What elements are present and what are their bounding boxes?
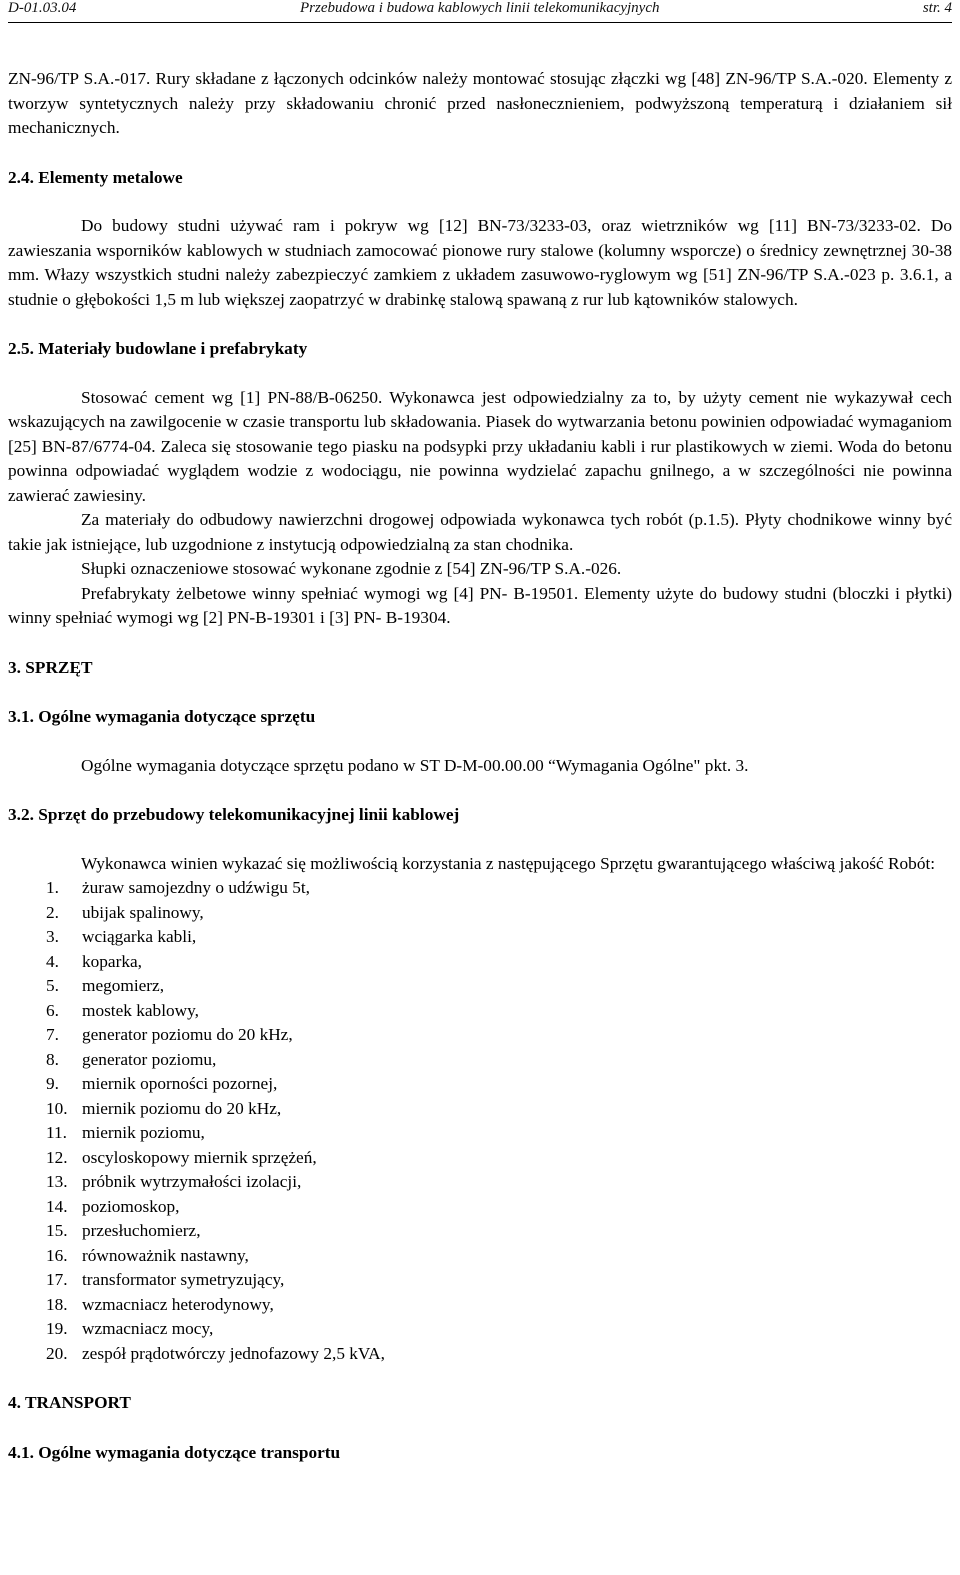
section-2-4-heading: 2.4. Elementy metalowe <box>8 167 183 187</box>
list-item: 4. koparka, <box>46 951 142 971</box>
intro-paragraph: ZN-96/TP S.A.-017. Rury składane z łączonych odcinków należy montować stosując złączki wg [48] ZN-96/TP S.A.-020. Elementy z tworzyw syntetycznych należy przy składowaniu chronić przed nasłonecznieniem, podwyższoną temperaturą i działaniem sił mechanicznych. <box>8 69 952 137</box>
list-item: 15. przesłuchomierz, <box>46 1221 201 1240</box>
section-4-heading: 4. TRANSPORT <box>8 1393 131 1412</box>
page-header <box>8 0 952 23</box>
section-2-5-paragraph-4: Prefabrykaty żelbetowe winny spełniać wymogi wg [4] PN- B-19501. Elementy użyte do budowy studni (bloczki i płytki) winny spełniać wymogi wg [2] PN-B-19301 i [3] PN- B-19304. <box>8 583 952 627</box>
list-item: 5. megomierz, <box>46 976 165 995</box>
header-doc-code: D-01.03.04 <box>8 0 77 16</box>
list-item: 2. ubijak spalinowy, <box>46 902 204 922</box>
header-page-number: str. 4 <box>922 0 952 16</box>
list-item: 12. oscyloskopowy miernik sprzężeń, <box>46 1147 317 1167</box>
list-item: 10. miernik poziomu do 20 kHz, <box>46 1098 282 1118</box>
list-item: 18. wzmacniacz heterodynowy, <box>46 1294 274 1314</box>
section-3-heading: 3. SPRZĘT <box>8 657 93 677</box>
list-item: 1. żuraw samojezdny o udźwigu 5t, <box>46 878 310 897</box>
equipment-list <box>8 876 952 1366</box>
section-2-5-paragraph-1: Stosować cement wg [1] PN-88/B-06250. Wykonawca jest odpowiedzialny za to, by użyty cement nie wykazywał cech wskazujących na zawilgocenie w czasie transportu lub składowania. Piasek do wytwarzania betonu powinien odpowiadać wymaganiom [25] BN-87/6774-04. Zaleca się stosowanie tego piasku na podsypki przy układaniu kabli i rur plastikowych w ziemi. Woda do betonu powinna odpowiadać wyglądem wodzie z wodociągu, nie powinna wydzielać zapachu gnilnego, a w szczególności nie powinna zawierać zawiesiny. <box>8 387 952 505</box>
list-item: 16. równoważnik nastawny, <box>46 1245 249 1265</box>
list-item: 20. zespół prądotwórczy jednofazowy 2,5 kVA, <box>46 1343 385 1363</box>
section-3-2-heading: 3.2. Sprzęt do przebudowy telekomunikacyjnej linii kablowej <box>8 805 460 824</box>
section-2-5-paragraph-2: Za materiały do odbudowy nawierzchni drogowej odpowiada wykonawca tych robót (p.1.5). Płyty chodnikowe winny być takie jak istniejące, lub uzgodnione z instytucją odpowiedzialną za stan chodnika. <box>8 510 952 554</box>
list-item: 8. generator poziomu, <box>46 1049 217 1069</box>
section-2-5-heading: 2.5. Materiały budowlane i prefabrykaty <box>8 339 308 358</box>
section-3-1-paragraph: Ogólne wymagania dotyczące sprzętu podano w ST D-M-00.00.00 “Wymagania Ogólne" pkt. 3. <box>81 755 749 775</box>
list-item: 19. wzmacniacz mocy, <box>46 1319 214 1338</box>
section-2-4-paragraph: Do budowy studni używać ram i pokryw wg [12] BN-73/3233-03, oraz wietrzników wg [11] BN-73/3233-02. Do zawieszania wsporników kablowych w studniach zamocować pionowe rury stalowe (kolumny wsporcze) o średnicy zewnętrznej 30-38 mm. Włazy wszystkich studni należy zabezpieczyć zamkiem z układem zasuwowo-ryglowym wg [51] ZN-96/TP S.A.-023 p. 3.6.1, a studnie o głębokości 1,5 m lub większej zaopatrzyć w drabinkę stalową spawaną z rur lub kątowników stalowych. <box>8 216 952 309</box>
list-item: 17. transformator symetryzujący, <box>46 1270 285 1289</box>
header-title: Przebudowa i budowa kablowych linii telekomunikacyjnych <box>300 0 660 16</box>
section-3-1-heading: 3.1. Ogólne wymagania dotyczące sprzętu <box>8 707 316 726</box>
list-item: 7. generator poziomu do 20 kHz, <box>46 1025 293 1044</box>
list-item: 9. miernik oporności pozornej, <box>46 1074 278 1093</box>
list-item: 3. wciągarka kabli, <box>46 927 197 946</box>
section-3-2-paragraph: Wykonawca winien wykazać się możliwością korzystania z następującego Sprzętu gwarantującego właściwą jakość Robót: <box>81 853 936 873</box>
section-4-1-heading: 4.1. Ogólne wymagania dotyczące transportu <box>8 1442 341 1462</box>
section-2-5-paragraph-3: Słupki oznaczeniowe stosować wykonane zgodnie z [54] ZN-96/TP S.A.-026. <box>81 559 622 578</box>
list-item: 14. poziomoskop, <box>46 1196 180 1216</box>
list-item: 13. próbnik wytrzymałości izolacji, <box>46 1172 302 1191</box>
list-item: 11. miernik poziomu, <box>46 1123 205 1142</box>
document-page <box>8 0 952 1465</box>
list-item: 6. mostek kablowy, <box>46 1000 199 1020</box>
